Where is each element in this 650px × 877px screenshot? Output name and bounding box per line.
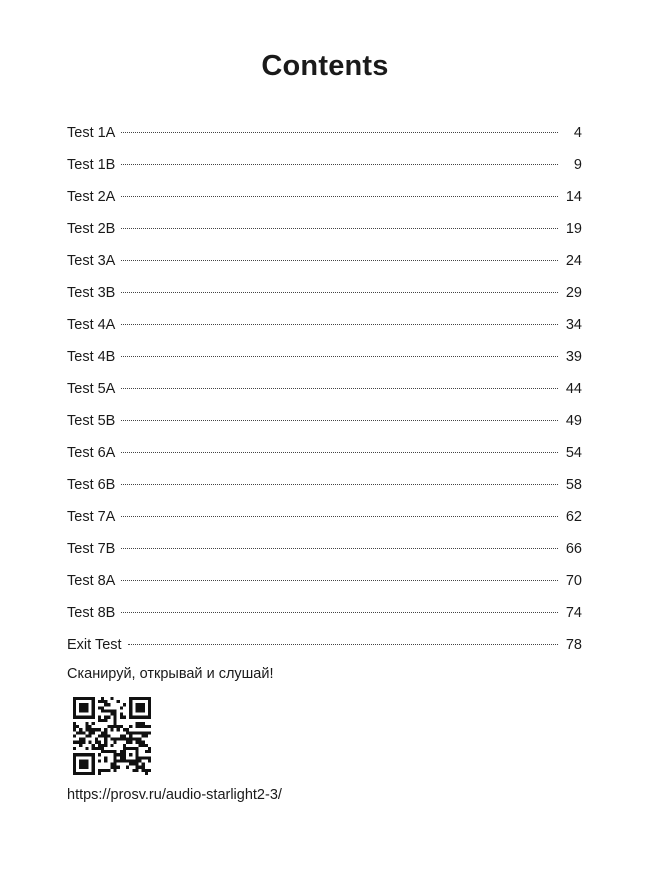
toc-entry-label: Test 4A: [67, 317, 116, 333]
toc-entry[interactable]: [67, 317, 582, 349]
toc-entry-label: Test 5B: [67, 413, 116, 429]
toc-entry-label: Test 1B: [67, 157, 116, 173]
toc-entry-label: Test 6A: [67, 445, 116, 461]
toc-entry[interactable]: [67, 157, 582, 189]
toc-entry-label: Exit Test: [67, 637, 122, 653]
toc-entry-page-number: 34: [565, 317, 582, 333]
dot-leader: [121, 132, 558, 133]
dot-leader: [121, 260, 558, 261]
toc-entry-label: Test 7A: [67, 509, 116, 525]
toc-entry-page-number: 74: [565, 605, 582, 621]
toc-entry-page-number: 24: [565, 253, 582, 269]
dot-leader: [121, 612, 558, 613]
scan-instruction: Сканируй, открывай и слушай!: [67, 666, 274, 682]
toc-entry[interactable]: [67, 285, 582, 317]
dot-leader: [121, 580, 558, 581]
dot-leader: [128, 644, 558, 645]
toc-entry[interactable]: [67, 605, 582, 637]
toc-entry-page-number: 54: [565, 445, 582, 461]
toc-entry-page-number: 29: [565, 285, 582, 301]
toc-entry-page-number: 9: [573, 157, 582, 173]
toc-entry[interactable]: [67, 125, 582, 157]
dot-leader: [121, 420, 558, 421]
dot-leader: [121, 516, 558, 517]
toc-entry-label: Test 1A: [67, 125, 116, 141]
toc-entry[interactable]: [67, 637, 582, 669]
toc-entry-label: Test 7B: [67, 541, 116, 557]
toc-entry[interactable]: [67, 477, 582, 509]
toc-entry[interactable]: [67, 541, 582, 573]
dot-leader: [121, 548, 558, 549]
toc-entry-label: Test 8B: [67, 605, 116, 621]
dot-leader: [121, 228, 558, 229]
qr-code-icon[interactable]: [73, 697, 151, 775]
toc-entry-label: Test 5A: [67, 381, 116, 397]
dot-leader: [121, 324, 558, 325]
toc-entry-label: Test 4B: [67, 349, 116, 365]
toc-entry[interactable]: [67, 221, 582, 253]
toc-entry[interactable]: [67, 509, 582, 541]
toc-entry[interactable]: [67, 349, 582, 381]
toc-entry[interactable]: [67, 413, 582, 445]
toc-entry-page-number: 19: [565, 221, 582, 237]
toc-entry-label: Test 3A: [67, 253, 116, 269]
toc-entry[interactable]: [67, 445, 582, 477]
dot-leader: [121, 164, 558, 165]
toc-entry-page-number: 66: [565, 541, 582, 557]
toc-entry[interactable]: [67, 253, 582, 285]
toc-entry-page-number: 49: [565, 413, 582, 429]
toc-entry-page-number: 78: [565, 637, 582, 653]
toc-entry-label: Test 8A: [67, 573, 116, 589]
toc-entry-label: Test 2A: [67, 189, 116, 205]
dot-leader: [121, 196, 558, 197]
audio-link[interactable]: https://prosv.ru/audio-starlight2-3/: [67, 787, 282, 803]
toc-entry-page-number: 14: [565, 189, 582, 205]
toc-entry-label: Test 3B: [67, 285, 116, 301]
dot-leader: [121, 452, 558, 453]
toc-entry[interactable]: [67, 573, 582, 605]
table-of-contents: [67, 125, 582, 669]
toc-entry-page-number: 4: [573, 125, 582, 141]
dot-leader: [121, 292, 558, 293]
toc-entry[interactable]: [67, 189, 582, 221]
dot-leader: [121, 484, 558, 485]
toc-entry-page-number: 58: [565, 477, 582, 493]
toc-entry-label: Test 2B: [67, 221, 116, 237]
dot-leader: [121, 356, 558, 357]
toc-entry[interactable]: [67, 381, 582, 413]
toc-entry-page-number: 62: [565, 509, 582, 525]
toc-entry-page-number: 44: [565, 381, 582, 397]
page-title: Contents: [261, 50, 389, 82]
toc-entry-page-number: 70: [565, 573, 582, 589]
toc-entry-label: Test 6B: [67, 477, 116, 493]
toc-entry-page-number: 39: [565, 349, 582, 365]
dot-leader: [121, 388, 558, 389]
